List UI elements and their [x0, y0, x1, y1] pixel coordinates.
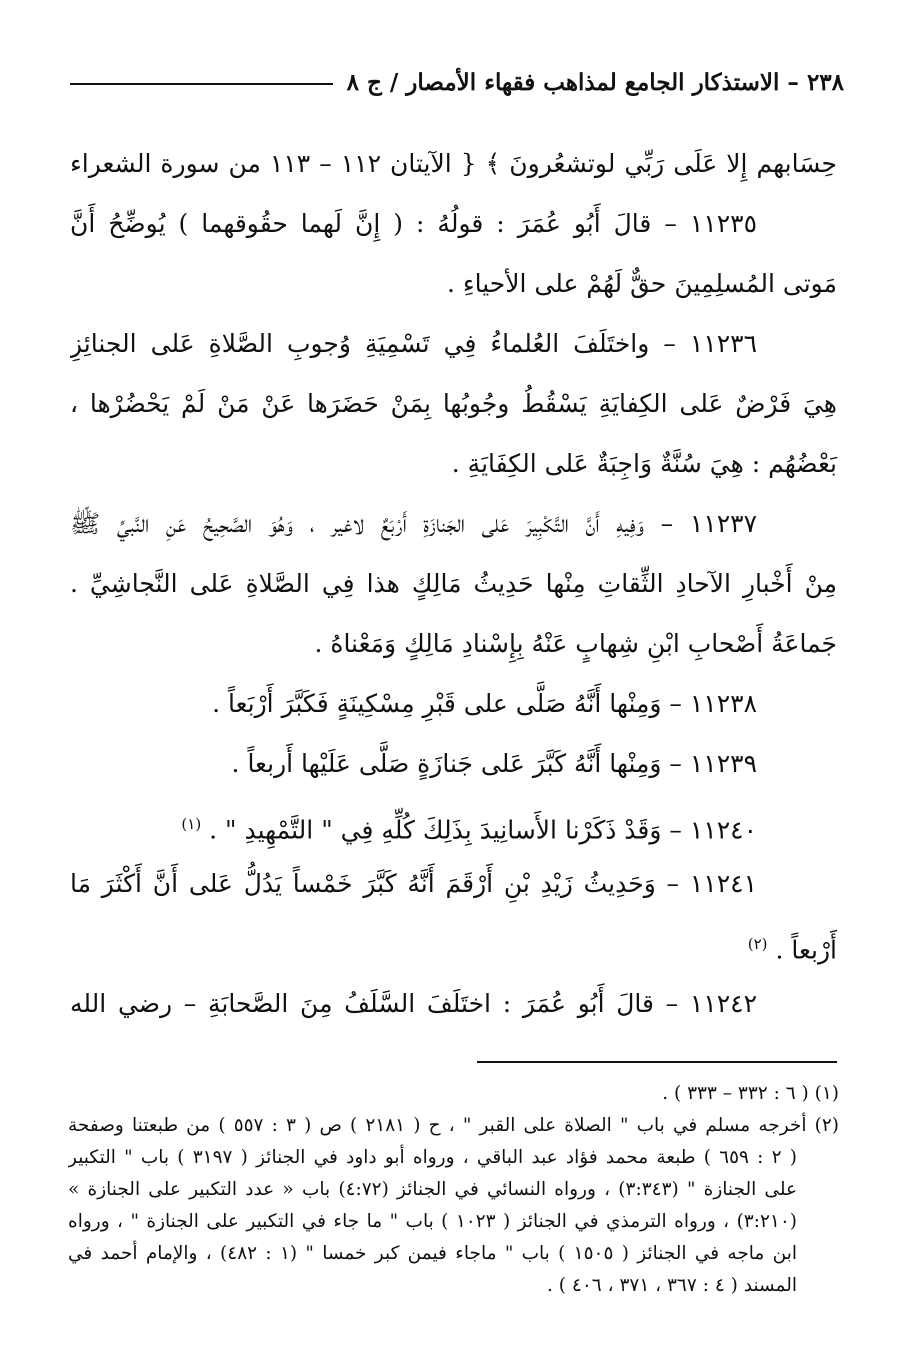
header-title: ٢٣٨ – الاستذكار الجامع لمذاهب فقهاء الأمصار / ج ٨: [346, 68, 844, 96]
paragraph-11239-line: ١١٢٣٩ – وَمِنْها أَنَّهُ كَبَّرَ عَلى جَنازَةٍ صَلَّى عَلَيْها أَربعاً .: [231, 749, 757, 778]
paragraph-11238-line: ١١٢٣٨ – وَمِنْها أَنَّهُ صَلَّى على قَبْرِ مِسْكِينَةٍ فَكَبَّرَ أَرْبَعاً .: [212, 689, 757, 718]
text-line: جَماعَةُ أَصْحابِ ابْنِ شِهابٍ عَنْهُ بِإِسْنادِ مَالِكٍ وَمَعْناهُ .: [314, 629, 837, 658]
footnote-1: (١) ( ٦ : ٣٣٢ – ٣٣٣ ) .: [662, 1083, 839, 1104]
header-rule: [70, 83, 333, 85]
footnote-2-line: (٢) أخرجه مسلم في باب " الصلاة على القبر " ، ح ( ٢١٨١ ) ص ( ٣ : ٥٥٧ ) من طبعتنا وصفحة: [68, 1115, 839, 1136]
footnotes: [68, 1078, 839, 1302]
running-header: [70, 62, 844, 102]
paragraph-11240-line: [70, 794, 837, 854]
footnote-marker-1: (١): [181, 815, 202, 833]
footnote-marker-2: (٢): [747, 935, 768, 953]
text-line: هِيَ فَرْضٌ عَلى الكِفايَةِ يَسْقُطُ وجُوبُها بِمَنْ حَضَرَها عَنْ مَنْ لَمْ يَحْضُرْها ،: [70, 389, 837, 418]
text-line: مَوتى المُسلِمِينَ حقٌّ لَهُمْ على الأحياءِ .: [446, 269, 837, 298]
paragraph-11236-line: ١١٢٣٦ – واختَلَفَ العُلماءُ فِي تَسْمِيَةِ وُجوبِ الصَّلاةِ عَلى الجنائِزِ: [70, 329, 757, 358]
text-line: مِنْ أَخْبارِ الآحادِ الثِّقاتِ مِنْها حَدِيثُ مَالِكٍ هذا فِي الصَّلاةِ عَلى النَّجاشِيِّ .: [70, 569, 837, 598]
text-line: [70, 914, 837, 974]
text-line: حِسَابهم إِلا عَلَى رَبِّي لوتشعُرونَ ﴾ { الآيتان ١١٢ – ١١٣ من سورة الشعراء: [70, 149, 837, 178]
footnote-2-line: (٣:٢١٠) ، ورواه الترمذي في الجنائز ( ١٠٢٣ ) باب " ما جاء في التكبير على الجنازة " ، ورواه: [68, 1211, 797, 1232]
footnote-separator: [477, 1061, 837, 1063]
text-span: ١١٢٤٠ – وَقَدْ ذَكَرْنا الأَسانِيدَ بِذَلِكَ كُلِّهِ فِي " التَّمْهِيدِ " .: [209, 815, 757, 845]
main-text: [70, 134, 837, 1034]
footnote-2-line: ( ٢ : ٦٥٩ ) طبعة محمد فؤاد عبد الباقي ، ورواه أبو داود في الجنائز ( ٣١٩٧ ) باب " التكبير: [68, 1147, 797, 1168]
text-span: أَرْبعاً .: [775, 935, 837, 965]
text-line: بَعْضُهُم : هِيَ سُنَّةٌ وَاجِبَةٌ عَلى الكِفَايَةِ .: [451, 449, 837, 478]
paragraph-11242-line: ١١٢٤٢ – قالَ أَبُو عُمَرَ : اختَلَفَ السَّلَفُ مِنَ الصَّحابَةِ – رضي الله: [70, 989, 757, 1018]
footnote-2-line: على الجنازة " (٣:٣٤٣) ، ورواه النسائي في الجنائز (٤:٧٢) باب « عدد التكبير على الجنازة »: [68, 1179, 798, 1200]
paragraph-11241-line: ١١٢٤١ – وَحَدِيثُ زَيْدِ بْنِ أَرْقَمَ أَنَّهُ كَبَّرَ خَمْساً يَدُلُّ عَلى أَنَّ أَكْثَرَ مَا: [70, 869, 757, 898]
footnote-2-line: ابن ماجه في الجنائز ( ١٥٠٥ ) باب " ماجاء فيمن كبر خمسا " (١ : ٤٨٢) ، والإمام أحمد في: [68, 1243, 797, 1264]
paragraph-11235-line: ١١٢٣٥ – قالَ أَبُو عُمَرَ : قولُهُ : ( إِنَّ لَهما حقُوقهما ) يُوضِّحُ أَنَّ: [70, 209, 757, 238]
footnote-2-line: المسند ( ٤ : ٣٦٧ ، ٣٧١ ، ٤٠٦ ) .: [547, 1275, 797, 1296]
paragraph-11237-line: ١١٢٣٧ – وَفِيهِ أَنَّ التَّكْبِيرَ عَلى الجَنازَةِ أَرْبَعٌ لاغير ، وَهُوَ الصَّحِيحُ عَنِ النَّبيِّ ﷺ: [70, 509, 757, 538]
